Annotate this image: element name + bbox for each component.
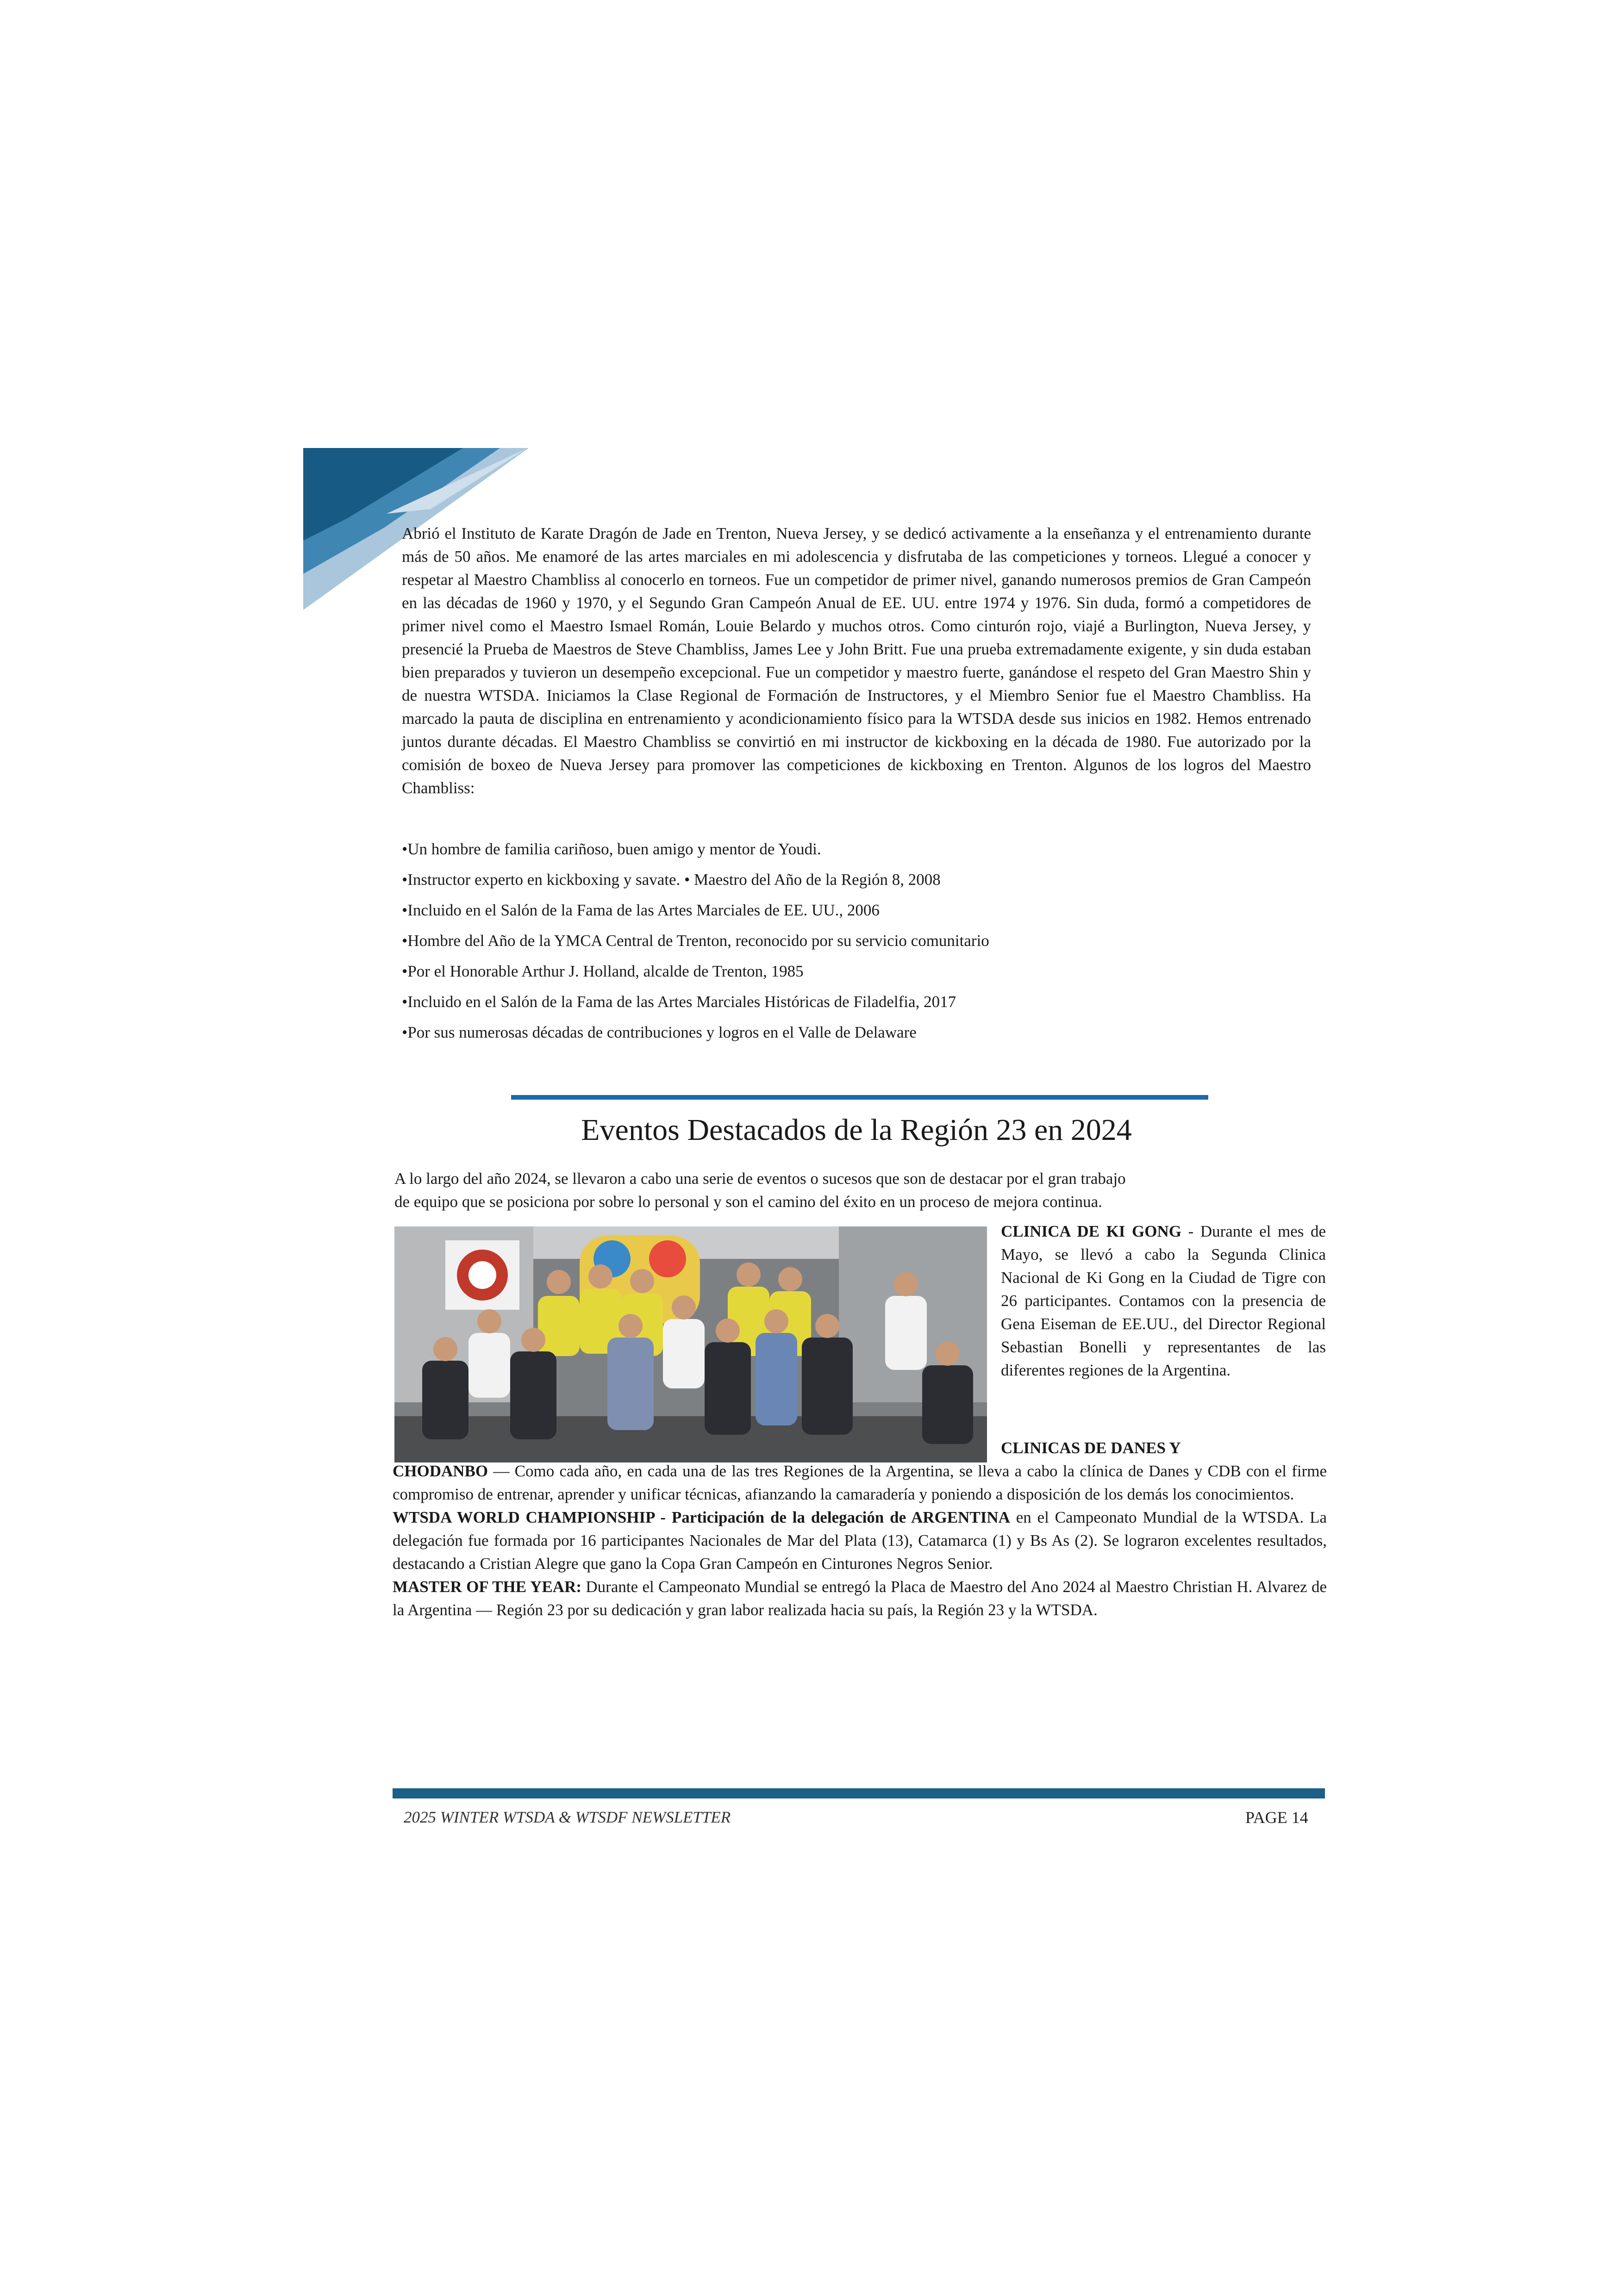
list-item: • Incluido en el Salón de la Fama de las Artes Marciales Históricas de Filadelfia, 2017	[402, 990, 1311, 1014]
lead-line-2: de equipo que se posiciona por sobre lo personal y son el camino del éxito en un proceso de mejora continua.	[394, 1193, 1102, 1211]
ki-gong-heading: CLINICA DE KI GONG	[1001, 1222, 1181, 1240]
world-championship-paragraph	[393, 1506, 1327, 1575]
world-championship-text: en el Campeonato Mundial de la WTSDA. La delegación fue formada por 16 participantes Nacionales de Mar del Plata (13), Catamarca (1) y Bs As (2). Se lograron excelentes resultados, destacando a Cristian Alegre que gano la Copa Gran Campeón en Cinturones Negros Senior.	[393, 1508, 1327, 1573]
intro-paragraph: Abrió el Instituto de Karate Dragón de Jade en Trenton, Nueva Jersey, y se dedicó activamente a la enseñanza y el entrenamiento durante más de 50 años. Me enamoré de las artes marciales en mi adolescencia y disfrutaba de las competiciones y torneos. Llegué a conocer y respetar al Maestro Chambliss al conocerlo en torneos. Fue un competidor de primer nivel, ganando numerosos premios de Gran Campeón en las décadas de 1960 y 1970, y el Segundo Gran Campeón Anual de EE. UU. entre 1974 y 1976. Sin duda, formó a competidores de primer nivel como el Maestro Ismael Román, Louie Belardo y muchos otros. Como cinturón rojo, viajé a Burlington, Nueva Jersey, y presencié la Prueba de Maestros de Steve Chambliss, James Lee y John Britt. Fue una prueba extremadamente exigente, y sin duda estaban bien preparados y tuvieron un desempeño excepcional. Fue un competidor y maestro fuerte, ganándose el respeto del Gran Maestro Shin y de nuestra WTSDA. Iniciamos la Clase Regional de Formación de Instructores, y el Miembro Senior fue el Maestro Chambliss. Ha marcado la pauta de disciplina en entrenamiento y acondicionamiento físico para la WTSDA desde sus inicios en 1982. Hemos entrenado juntos durante décadas. El Maestro Chambliss se convirtió en mi instructor de kickboxing en la década de 1980. Fue autorizado por la comisión de boxeo de Nueva Jersey para promover las competiciones de kickboxing en Trenton. Algunos de los logros del Maestro Chambliss:	[402, 524, 1311, 797]
newsletter-label: 2025 WINTER WTSDA & WTSDF NEWSLETTER	[404, 1808, 731, 1826]
list-item: • Un hombre de familia cariñoso, buen amigo y mentor de Youdi.	[402, 838, 1311, 861]
danes-heading-part2: CHODANBO	[393, 1462, 488, 1480]
achievements-list	[402, 838, 1311, 1052]
page-number: PAGE 14	[1245, 1808, 1308, 1827]
group-photo	[394, 1226, 987, 1462]
danes-paragraph	[393, 1460, 1327, 1506]
world-championship-heading: WTSDA WORLD CHAMPIONSHIP - Participación de la delegación de ARGENTINA	[393, 1508, 1010, 1526]
group-photo-illustration	[394, 1226, 987, 1462]
master-of-year-paragraph	[393, 1575, 1327, 1622]
list-item: • Instructor experto en kickboxing y savate. • Maestro del Año de la Región 8, 2008	[402, 868, 1311, 891]
danes-heading-part1: CLINICAS DE DANES Y	[1001, 1439, 1181, 1457]
corner-decoration	[0, 0, 537, 611]
ki-gong-paragraph	[1001, 1220, 1326, 1382]
footer-divider	[393, 1788, 1325, 1798]
ki-gong-text: - Durante el mes de Mayo, se llevó a cabo la Segunda Clinica Nacional de Ki Gong en la Ciudad de Tigre con 26 participantes. Contamos con la presencia de Gena Eiseman de EE.UU., del Director Regional Sebastian Bonelli y representantes de las diferentes regiones de la Argentina.	[1001, 1222, 1326, 1379]
section-lead	[394, 1167, 1228, 1213]
master-of-year-heading: MASTER OF THE YEAR:	[393, 1578, 582, 1596]
lower-body	[393, 1460, 1327, 1622]
lead-line-1: A lo largo del año 2024, se llevaron a cabo una serie de eventos o sucesos que son de destacar por el gran trabajo	[394, 1170, 1126, 1188]
list-item: • Hombre del Año de la YMCA Central de Trenton, reconocido por su servicio comunitario	[402, 929, 1311, 952]
list-item: • Por el Honorable Arthur J. Holland, alcalde de Trenton, 1985	[402, 960, 1311, 983]
master-of-year-text: Durante el Campeonato Mundial se entregó la Placa de Maestro del Ano 2024 al Maestro Christian H. Alvarez de la Argentina — Región 23 por su dedicación y gran labor realizada hacia su país, la Región 23 y la WTSDA.	[393, 1578, 1327, 1619]
title-divider	[511, 1095, 1208, 1100]
list-item: • Incluido en el Salón de la Fama de las Artes Marciales de EE. UU., 2006	[402, 899, 1311, 922]
danes-text: — Como cada año, en cada una de las tres Regiones de la Argentina, se lleva a cabo la clínica de Danes y CDB con el firme compromiso de entrenar, aprender y unificar técnicas, afianzando la camaradería y poniendo a disposición de los demás los conocimientos.	[393, 1462, 1327, 1503]
section-title: Eventos Destacados de la Región 23 en 2024	[581, 1113, 1132, 1147]
list-item: • Por sus numerosas décadas de contribuciones y logros en el Valle de Delaware	[402, 1021, 1311, 1044]
